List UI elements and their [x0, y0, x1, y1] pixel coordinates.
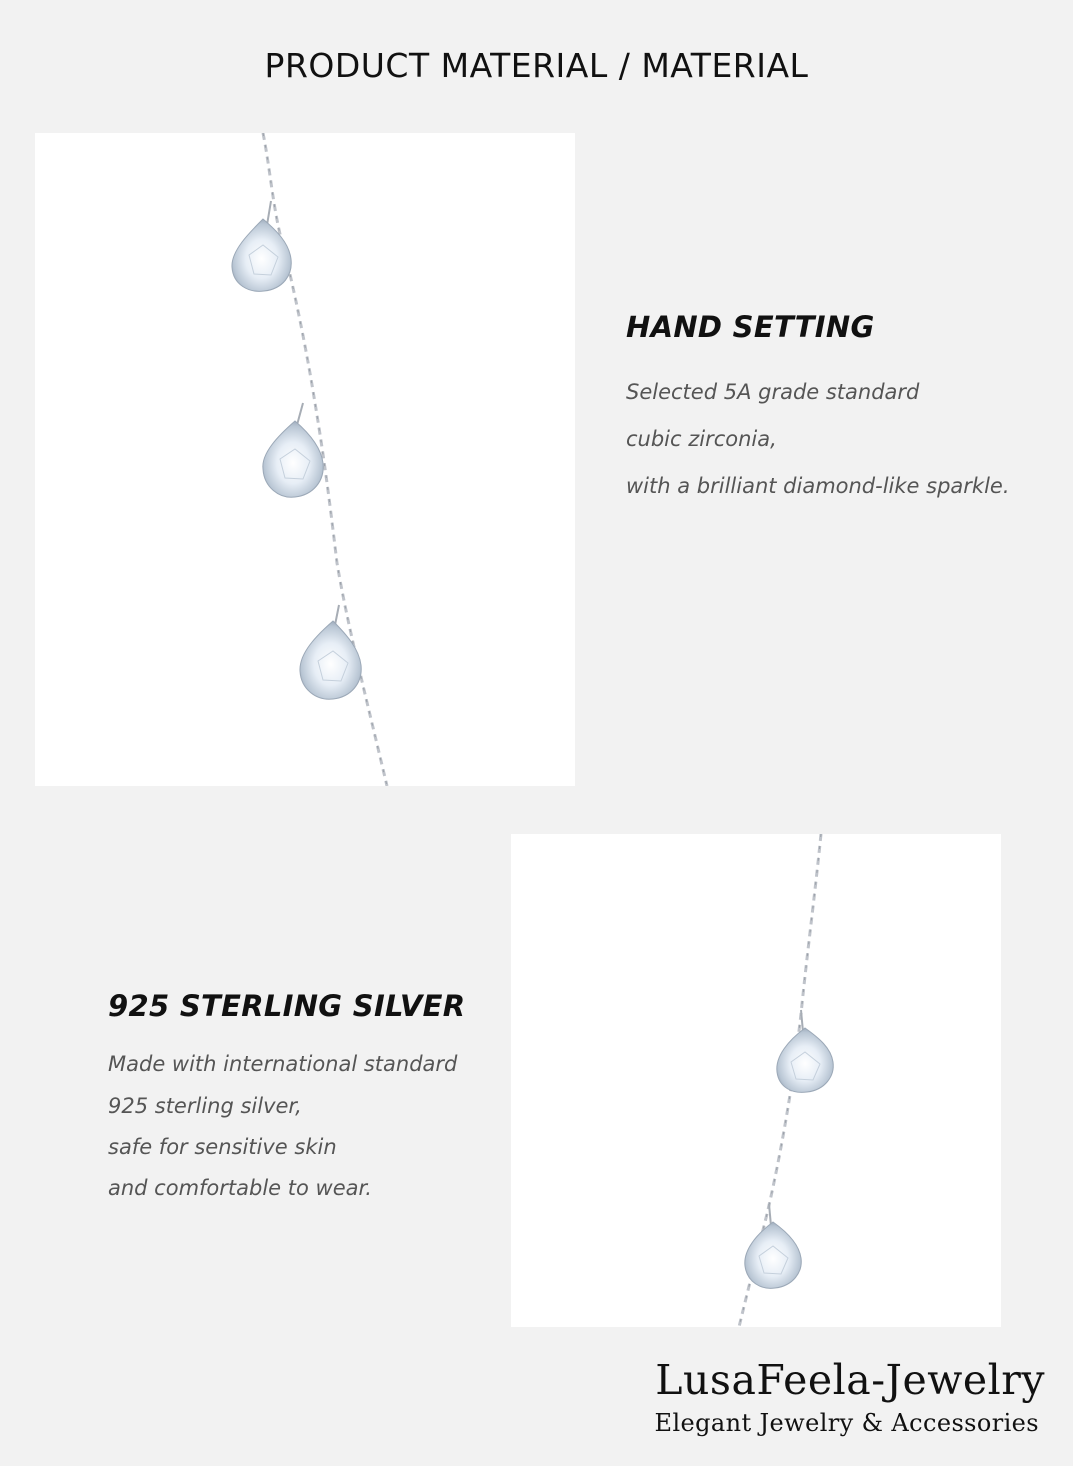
product-photo-sterling-silver [511, 834, 1001, 1327]
sterling-silver-line-2: 925 sterling silver, [108, 1094, 302, 1118]
hand-setting-line-1: Selected 5A grade standard [626, 380, 920, 404]
product-photo-hand-setting [35, 133, 575, 786]
page-title: PRODUCT MATERIAL / MATERIAL [264, 46, 809, 85]
sterling-silver-line-1: Made with international standard [108, 1052, 458, 1076]
crystal-1 [777, 1010, 833, 1092]
crystal-1 [232, 201, 291, 291]
brand-tagline: Elegant Jewelry & Accessories [654, 1409, 1039, 1437]
sterling-silver-line-4: and comfortable to wear. [108, 1176, 372, 1200]
crystal-2 [263, 403, 323, 497]
crystal-2 [745, 1204, 801, 1288]
crystal-3 [300, 605, 361, 699]
hand-setting-line-3: with a brilliant diamond-like sparkle. [626, 474, 1010, 498]
sterling-silver-line-3: safe for sensitive skin [108, 1135, 337, 1159]
sterling-silver-heading: 925 STERLING SILVER [108, 989, 466, 1023]
necklace-chain-image [35, 133, 575, 786]
hand-setting-heading: HAND SETTING [626, 310, 875, 344]
hand-setting-line-2: cubic zirconia, [626, 427, 777, 451]
necklace-chain-image [511, 834, 1001, 1327]
brand-name: LusaFeela-Jewelry [655, 1356, 1045, 1404]
